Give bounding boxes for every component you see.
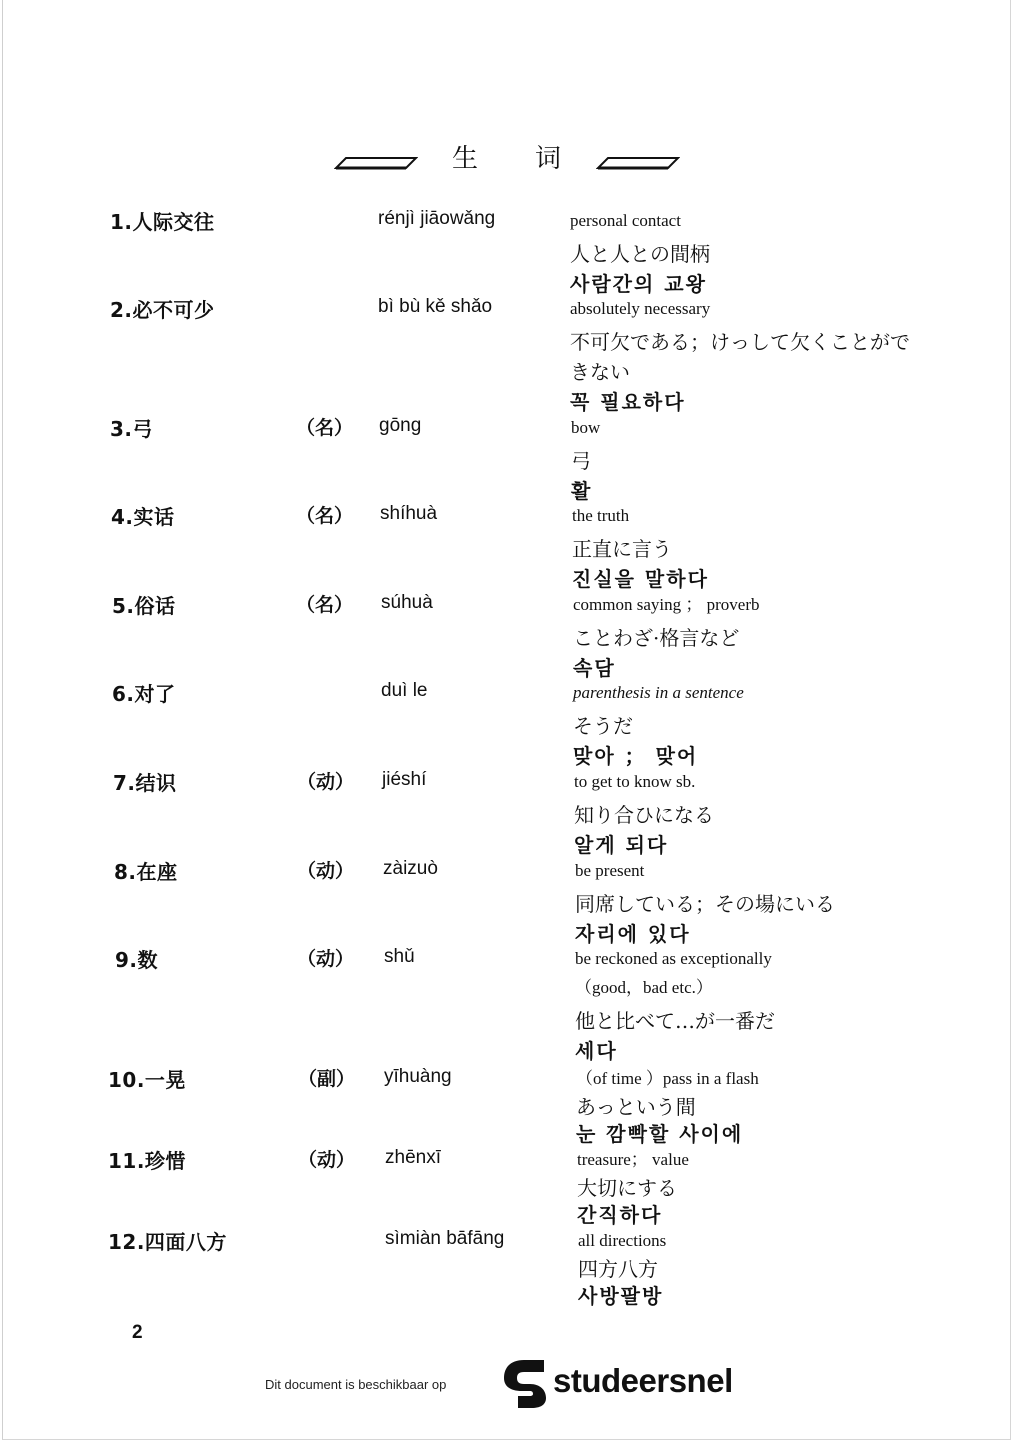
entry-word: 8.在座 xyxy=(114,860,178,884)
entry-word: 10.一晃 xyxy=(108,1068,186,1092)
definition-english: be present xyxy=(575,861,645,880)
definition-japanese: そうだ xyxy=(573,714,633,738)
entry-pinyin: gōng xyxy=(379,415,422,436)
entry-pinyin: jiéshí xyxy=(382,769,427,790)
entry-definitions xyxy=(578,1230,666,1310)
definition-english: all directions xyxy=(578,1231,667,1250)
definition-japanese: ことわざ·格言など xyxy=(573,626,740,650)
entry-definitions xyxy=(576,1068,759,1148)
entry-part-of-speech: （动） xyxy=(297,771,355,793)
definition-english: bow xyxy=(571,418,601,437)
definition-japanese: 人と人との間柄 xyxy=(570,242,710,266)
entry-definitions xyxy=(570,210,710,299)
footer-availability-text: Dit document is beschikbaar op xyxy=(265,1377,447,1392)
entry-pinyin: zàizuò xyxy=(383,858,438,879)
entry-pinyin: zhēnxī xyxy=(385,1147,441,1168)
entry-definitions xyxy=(575,948,775,1066)
entry-pinyin: duì le xyxy=(381,680,428,701)
definition-japanese: 同席している；その場にいる xyxy=(575,892,835,916)
definition-japanese: あっという間 xyxy=(576,1095,696,1119)
entry-word: 3.弓 xyxy=(110,417,154,441)
definition-japanese: 正直に言う xyxy=(572,537,672,561)
entry-definitions xyxy=(573,594,760,683)
definition-english-continued: （good，bad etc.） xyxy=(575,978,713,997)
entry-word: 5.俗话 xyxy=(112,594,176,618)
definition-japanese: 四方八方 xyxy=(578,1257,658,1281)
definition-korean: 맞아 ； 맞어 xyxy=(573,744,699,768)
definition-english: to get to know sb. xyxy=(574,772,696,791)
entry-definitions xyxy=(570,298,920,417)
entry-part-of-speech: （动） xyxy=(297,860,355,882)
entry-pinyin: súhuà xyxy=(381,592,433,613)
definition-korean: 사람간의 교왕 xyxy=(570,272,707,296)
definition-japanese: 弓 xyxy=(571,449,591,473)
definition-korean: 자리에 있다 xyxy=(575,922,691,946)
entry-word: 1.人际交往 xyxy=(110,210,215,234)
entry-word: 2.必不可少 xyxy=(110,298,215,322)
header-title-char-2: 词 xyxy=(535,144,563,174)
definition-korean: 간직하다 xyxy=(577,1203,663,1227)
page-number: 2 xyxy=(132,1322,143,1343)
definition-korean: 꼭 필요하다 xyxy=(570,390,686,414)
parallelogram-decoration-left xyxy=(334,156,418,170)
entry-word: 6.对了 xyxy=(112,682,176,706)
entry-part-of-speech: （名） xyxy=(296,594,354,616)
studeersnel-logo-icon[interactable] xyxy=(500,1358,548,1410)
studeersnel-brand-link[interactable]: studeersnel xyxy=(553,1362,733,1399)
definition-english: parenthesis in a sentence xyxy=(573,683,744,702)
definition-english: （of time ）pass in a flash xyxy=(576,1069,759,1088)
entry-pinyin: bì bù kě shǎo xyxy=(378,296,493,317)
entry-word: 11.珍惜 xyxy=(108,1149,186,1173)
entry-definitions xyxy=(577,1149,689,1229)
definition-korean: 속담 xyxy=(573,656,616,680)
entry-word: 9.数 xyxy=(115,948,159,972)
entry-part-of-speech: （名） xyxy=(296,505,354,527)
definition-english: treasure； value xyxy=(577,1150,689,1169)
header-title-char-1: 生 xyxy=(452,144,480,174)
definition-korean: 활 xyxy=(571,479,593,503)
definition-english: personal contact xyxy=(570,211,681,230)
entry-definitions xyxy=(575,860,835,949)
definition-japanese: 他と比べて…が一番だ xyxy=(575,1009,775,1033)
entry-pinyin: yīhuàng xyxy=(384,1066,452,1087)
definition-korean: 세다 xyxy=(575,1039,618,1063)
entry-word: 4.实话 xyxy=(111,505,175,529)
definition-english: the truth xyxy=(572,506,630,525)
entry-word: 7.结识 xyxy=(113,771,177,795)
section-header xyxy=(0,138,1015,178)
entry-pinyin: shíhuà xyxy=(380,503,438,524)
definition-japanese: 大切にする xyxy=(577,1176,677,1200)
definition-korean: 눈 깜빡할 사이에 xyxy=(576,1122,744,1146)
entry-pinyin: rénjì jiāowǎng xyxy=(378,208,496,229)
entry-definitions xyxy=(574,771,714,860)
entry-part-of-speech: （副） xyxy=(298,1068,356,1090)
definition-korean: 진실을 말하다 xyxy=(572,567,709,591)
entry-pinyin: sìmiàn bāfāng xyxy=(385,1228,505,1249)
entry-part-of-speech: （动） xyxy=(298,1149,356,1171)
entry-part-of-speech: （动） xyxy=(297,948,355,970)
definition-english: absolutely necessary xyxy=(570,299,711,318)
entry-part-of-speech: （名） xyxy=(296,417,354,439)
entry-definitions xyxy=(572,505,709,594)
definition-japanese: 知り合ひになる xyxy=(574,803,714,827)
definition-japanese: 不可欠である；けっして欠くことができない xyxy=(570,330,910,384)
entry-definitions xyxy=(571,417,600,506)
entry-word: 12.四面八方 xyxy=(108,1230,227,1254)
definition-english: be reckoned as exceptionally xyxy=(575,949,772,968)
entry-pinyin: shǔ xyxy=(384,946,415,967)
parallelogram-decoration-right xyxy=(596,156,680,170)
entry-definitions xyxy=(573,682,744,771)
definition-english: common saying ； proverb xyxy=(573,595,760,614)
definition-korean: 사방팔방 xyxy=(578,1284,664,1308)
definition-korean: 알게 되다 xyxy=(574,833,669,857)
